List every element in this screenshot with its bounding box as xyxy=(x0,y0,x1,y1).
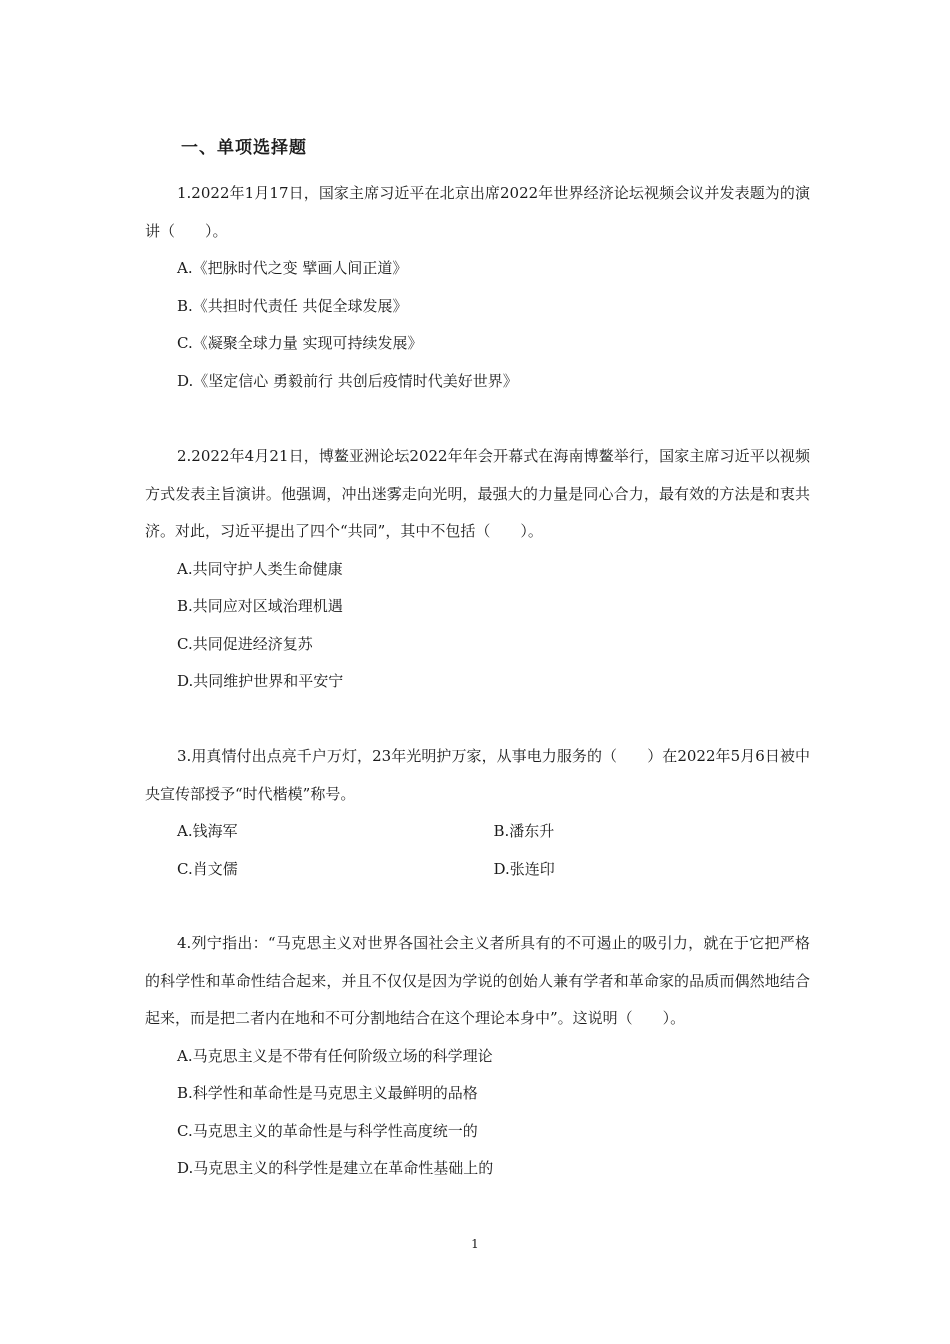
option-c: C.马克思主义的革命性是与科学性高度统一的 xyxy=(177,1121,478,1140)
question-stem: 4.列宁指出：“马克思主义对世界各国社会主义者所具有的不可遏止的吸引力，就在于它把严格的科学性和革命性结合起来，并且不仅仅是因为学说的创始人兼有学者和革命家的品质而偶然地结合起来，而是把二者内在地和不可分割地结合在这个理论本身中”。这说明（ ）。 xyxy=(145,934,810,1027)
option-b: B.共同应对区域治理机遇 xyxy=(177,597,343,615)
question-1 xyxy=(145,175,810,400)
question-3 xyxy=(145,738,810,888)
option-d: D.张连印 xyxy=(493,859,555,878)
option-b: B.《共担时代责任 共促全球发展》 xyxy=(177,296,408,315)
option-a: A.钱海军 xyxy=(177,822,238,840)
option-c: C.《凝聚全球力量 实现可持续发展》 xyxy=(177,334,423,352)
question-stem: 2.2022年4月21日，博鳌亚洲论坛2022年年会开幕式在海南博鳌举行，国家主席习近平以视频方式发表主旨演讲。他强调，冲出迷雾走向光明，最强大的力量是同心合力，最有效的方法是和衷共济。对此，习近平提出了四个“共同”，其中不包括（ ）。 xyxy=(145,447,810,540)
option-c: C.肖文儒 xyxy=(177,859,238,878)
question-stem: 1.2022年1月17日，国家主席习近平在北京出席2022年世界经济论坛视频会议并发表题为的演讲（ ）。 xyxy=(145,184,810,240)
option-d: D.共同维护世界和平安宁 xyxy=(177,672,344,690)
option-d: D.《坚定信心 勇毅前行 共创后疫情时代美好世界》 xyxy=(177,371,518,390)
question-2 xyxy=(145,438,810,701)
question-4 xyxy=(145,925,810,1188)
option-b: B.科学性和革命性是马克思主义最鲜明的品格 xyxy=(177,1084,478,1102)
option-a: A.马克思主义是不带有任何阶级立场的科学理论 xyxy=(177,1046,493,1065)
option-d: D.马克思主义的科学性是建立在革命性基础上的 xyxy=(177,1159,494,1177)
option-c: C.共同促进经济复苏 xyxy=(177,634,313,653)
option-a: A.共同守护人类生命健康 xyxy=(177,559,343,578)
page-number: 1 xyxy=(471,1237,479,1251)
section-title: 一、单项选择题 xyxy=(181,138,307,158)
option-b: B.潘东升 xyxy=(493,822,555,840)
option-a: A.《把脉时代之变 擘画人间正道》 xyxy=(177,259,408,277)
option-row xyxy=(145,851,810,889)
question-stem: 3.用真情付出点亮千户万灯，23年光明护万家，从事电力服务的（ ）在2022年5月6日被中央宣传部授予“时代楷模”称号。 xyxy=(145,747,810,803)
option-row xyxy=(145,813,810,851)
